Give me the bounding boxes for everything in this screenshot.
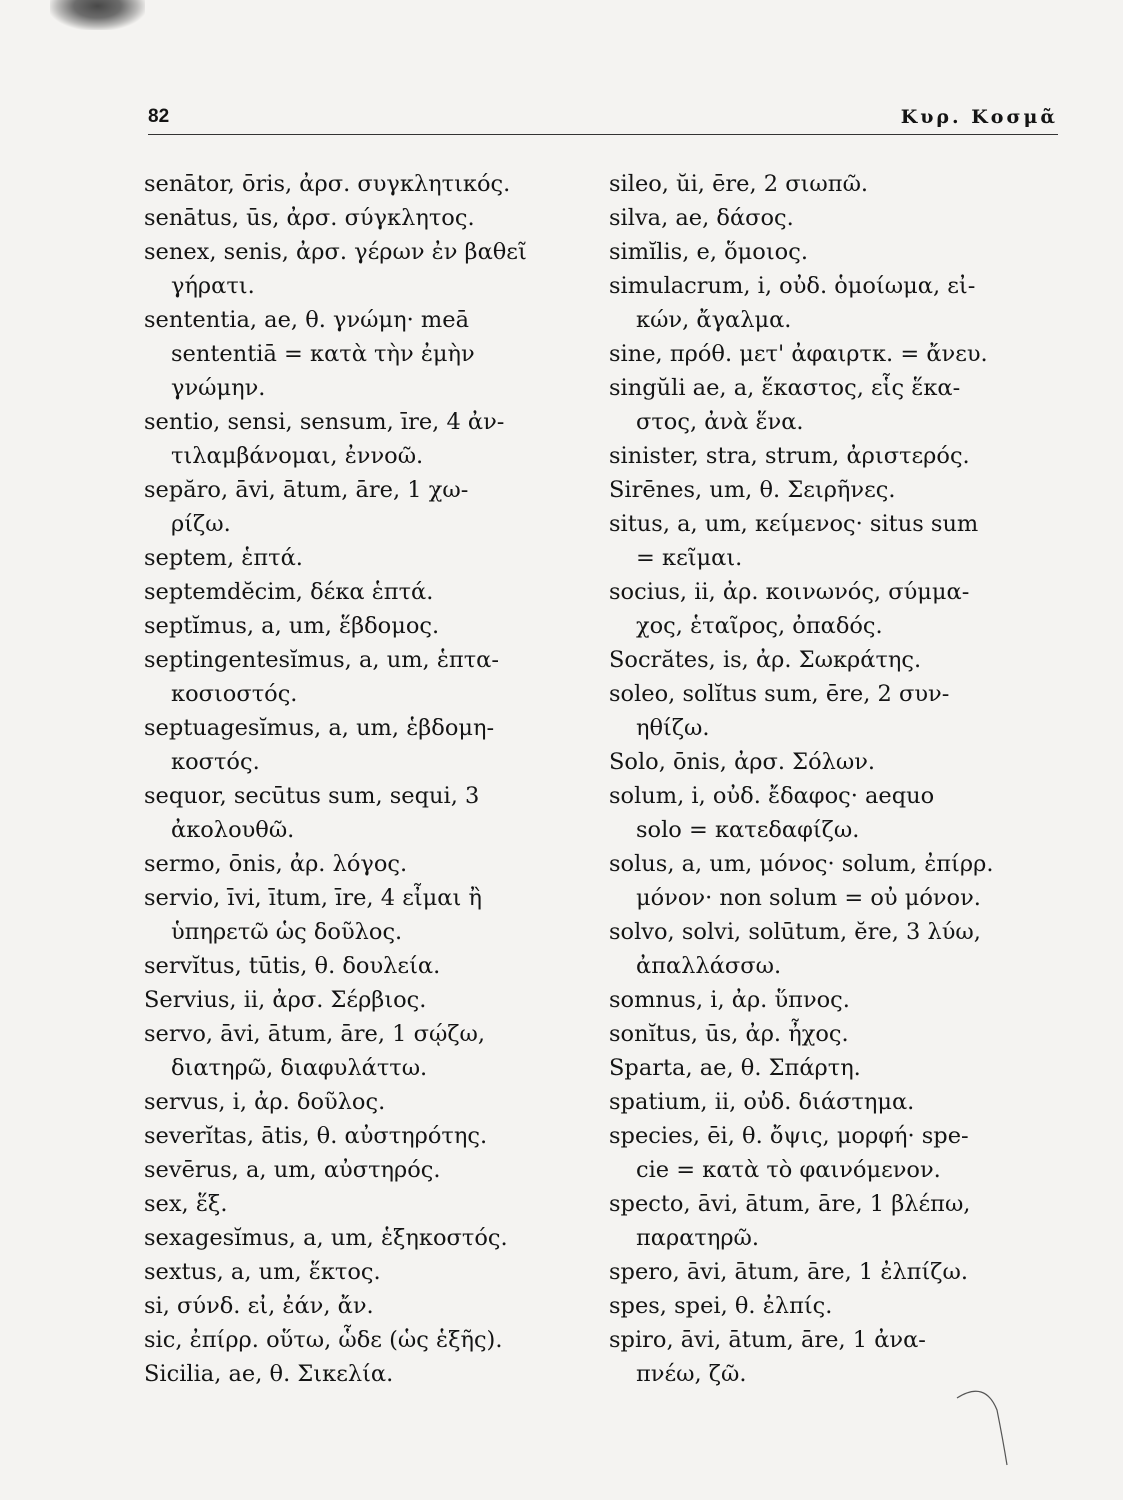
entry-continuation: = κεῖμαι. <box>636 545 743 571</box>
dictionary-entry: spatium, ii, οὐδ. διάστημα. <box>609 1089 915 1115</box>
dictionary-entry: Sicilia, ae, θ. Σικελία. <box>144 1361 394 1387</box>
entry-continuation: μόνον· non solum = οὐ μόνον. <box>636 885 981 911</box>
dictionary-entry: sentio, sensi, sensum, īre, 4 ἀν- <box>144 409 505 435</box>
dictionary-entry: sileo, ŭi, ēre, 2 σιωπῶ. <box>609 171 869 197</box>
dictionary-entry: sonĭtus, ūs, ἀρ. ἦχος. <box>609 1021 849 1047</box>
dictionary-entry: solvo, solvi, solūtum, ĕre, 3 λύω, <box>609 919 981 945</box>
entry-continuation: χος, ἑταῖρος, ὀπαδός. <box>636 613 883 639</box>
dictionary-entry: Servius, ii, ἀρσ. Σέρβιος. <box>144 987 427 1013</box>
dictionary-entry: sexagesĭmus, a, um, ἑξηκοστός. <box>144 1225 508 1251</box>
dictionary-entry: sermo, ōnis, ἀρ. λόγος. <box>144 851 408 877</box>
entry-continuation: διατηρῶ, διαφυλάττω. <box>171 1055 428 1081</box>
entry-continuation: ἀκολουθῶ. <box>171 817 295 843</box>
entry-continuation: ἀπαλλάσσω. <box>636 953 782 979</box>
dictionary-entry: servio, īvi, ītum, īre, 4 εἶμαι ἢ <box>144 885 482 911</box>
dictionary-entry: septĭmus, a, um, ἕβδομος. <box>144 613 440 639</box>
dictionary-entry: servo, āvi, ātum, āre, 1 σῴζω, <box>144 1021 486 1047</box>
dictionary-entry: senātor, ōris, ἀρσ. συγκλητικός. <box>144 171 511 197</box>
entry-continuation: παρατηρῶ. <box>636 1225 760 1251</box>
dictionary-entry: soleo, solĭtus sum, ēre, 2 συν- <box>609 681 950 707</box>
dictionary-entry: Sparta, ae, θ. Σπάρτη. <box>609 1055 861 1081</box>
dictionary-entry: solus, a, um, μόνος· solum, ἐπίρρ. <box>609 851 994 877</box>
entry-continuation: κών, ἄγαλμα. <box>636 307 792 333</box>
dictionary-entry: servĭtus, tūtis, θ. δουλεία. <box>144 953 441 979</box>
dictionary-entry: singŭli ae, a, ἕκαστος, εἷς ἕκα- <box>609 375 961 401</box>
entry-continuation: γήρατι. <box>171 273 255 299</box>
entry-continuation: ρίζω. <box>171 511 231 537</box>
dictionary-entry: simĭlis, e, ὅμοιος. <box>609 239 808 265</box>
dictionary-entry: senex, senis, ἀρσ. γέρων ἐν βαθεῖ <box>144 239 527 265</box>
page-header <box>148 102 1058 135</box>
page-number: 82 <box>148 106 170 127</box>
dictionary-entry: Socrătes, is, ἀρ. Σωκράτης. <box>609 647 922 673</box>
dictionary-entry: spiro, āvi, ātum, āre, 1 ἀνα- <box>609 1327 926 1353</box>
entry-continuation: κοστός. <box>171 749 260 775</box>
entry-continuation: τιλαμβάνομαι, ἐννοῶ. <box>171 443 424 469</box>
pencil-mark <box>955 1370 1015 1470</box>
dictionary-entry: situs, a, um, κείμενος· situs sum <box>609 511 979 537</box>
dictionary-entry: si, σύνδ. εἰ, ἐάν, ἄν. <box>144 1293 374 1319</box>
dictionary-entry: sequor, secūtus sum, sequi, 3 <box>144 783 480 809</box>
dictionary-entry: sine, πρόθ. μετ' ἀφαιρτκ. = ἄνευ. <box>609 341 988 367</box>
dictionary-entry: sententia, ae, θ. γνώμη· meā <box>144 307 469 333</box>
dictionary-entry: solum, i, οὐδ. ἔδαφος· aequo <box>609 783 935 809</box>
dictionary-entry: severĭtas, ātis, θ. αὐστηρότης. <box>144 1123 488 1149</box>
dictionary-entry: septuagesĭmus, a, um, ἑβδομη- <box>144 715 495 741</box>
left-column <box>144 167 574 1391</box>
dictionary-entry: sic, ἐπίρρ. οὕτω, ὧδε (ὡς ἑξῆς). <box>144 1327 503 1353</box>
dictionary-entry: Solo, ōnis, ἀρσ. Σόλων. <box>609 749 876 775</box>
dictionary-entry: sex, ἕξ. <box>144 1191 228 1217</box>
running-title: Κυρ. Κοσμᾶ <box>900 106 1058 128</box>
dictionary-entry: sepăro, āvi, ātum, āre, 1 χω- <box>144 477 469 503</box>
dictionary-entry: Sirēnes, um, θ. Σειρῆνες. <box>609 477 896 503</box>
dictionary-entry: servus, i, ἀρ. δοῦλος. <box>144 1089 386 1115</box>
dictionary-entry: specto, āvi, ātum, āre, 1 βλέπω, <box>609 1191 971 1217</box>
entry-continuation: κοσιοστός. <box>171 681 298 707</box>
entry-continuation: ηθίζω. <box>636 715 710 741</box>
dictionary-entry: sextus, a, um, ἕκτος. <box>144 1259 381 1285</box>
ink-blot <box>50 0 145 30</box>
dictionary-entry: socius, ii, ἀρ. κοινωνός, σύμμα- <box>609 579 970 605</box>
entry-continuation: solo = κατεδαφίζω. <box>636 817 860 843</box>
entry-continuation: πνέω, ζῶ. <box>636 1361 747 1387</box>
dictionary-entry: senātus, ūs, ἀρσ. σύγκλητος. <box>144 205 475 231</box>
dictionary-entry: sinister, stra, strum, ἀριστερός. <box>609 443 970 469</box>
dictionary-entry: simulacrum, i, οὐδ. ὁμοίωμα, εἰ- <box>609 273 976 299</box>
entry-continuation: στος, ἀνὰ ἕνα. <box>636 409 804 435</box>
entry-continuation: ὑπηρετῶ ὡς δοῦλος. <box>171 919 403 945</box>
entry-continuation: γνώμην. <box>171 375 266 401</box>
dictionary-entry: spes, spei, θ. ἐλπίς. <box>609 1293 833 1319</box>
dictionary-entry: spero, āvi, ātum, āre, 1 ἐλπίζω. <box>609 1259 968 1285</box>
dictionary-entry: silva, ae, δάσος. <box>609 205 794 231</box>
dictionary-entry: somnus, i, ἀρ. ὕπνος. <box>609 987 850 1013</box>
right-column <box>609 167 1069 1391</box>
dictionary-entry: septingentesĭmus, a, um, ἑπτα- <box>144 647 499 673</box>
dictionary-entry: septem, ἑπτά. <box>144 545 303 571</box>
dictionary-entry: sevērus, a, um, αὐστηρός. <box>144 1157 441 1183</box>
dictionary-entry: septemdĕcim, δέκα ἑπτά. <box>144 579 434 605</box>
entry-continuation: sententiā = κατὰ τὴν ἐμὴν <box>171 341 475 367</box>
dictionary-entry: species, ēi, θ. ὄψις, μορφή· spe- <box>609 1123 969 1149</box>
entry-continuation: cie = κατὰ τὸ φαινόμενον. <box>636 1157 941 1183</box>
